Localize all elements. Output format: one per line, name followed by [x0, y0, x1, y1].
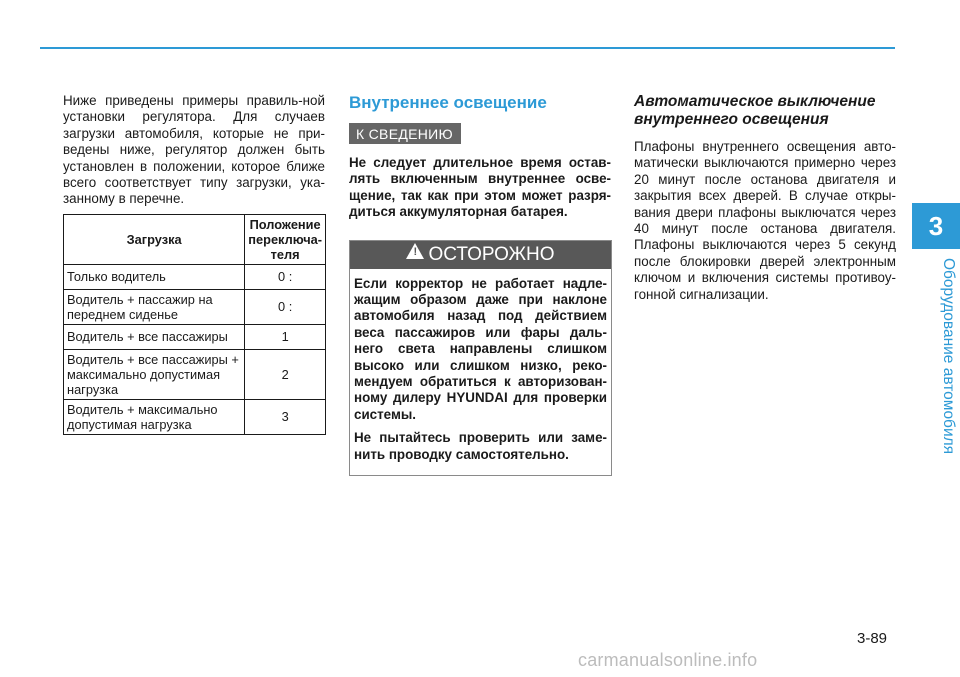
table-cell-load: Водитель + максимально допустимая нагрузка — [64, 399, 245, 434]
table-row — [64, 349, 326, 399]
table-header-position: Положение переключа-теля — [245, 214, 326, 264]
table-cell-load: Водитель + все пассажиры — [64, 324, 245, 349]
warning-header — [350, 241, 611, 269]
table-cell-position: 2 — [245, 349, 326, 399]
table-row — [64, 324, 326, 349]
section-heading-auto-off: Автоматическое выключение внутреннего освещения — [634, 93, 876, 128]
left-column — [63, 93, 325, 435]
note-text: Не следует длительное время остав-лять включенным внутреннее осве-щение, так как при этом может разря-диться аккумуляторная батарея. — [349, 155, 611, 220]
right-column — [634, 93, 896, 303]
table-cell-position: 1 — [245, 324, 326, 349]
intro-paragraph: Ниже приведены примеры правиль-ной установки регулятора. Для случаев загрузки автомобиля, которые не при-ведены ниже, регулятор должен быть установлен в положении, которое ближе всего соответствует типу загрузки, ука-занному в перечне. — [63, 93, 325, 207]
header-rule — [40, 47, 895, 49]
table-row — [64, 289, 326, 324]
warning-triangle-icon: ! — [406, 243, 424, 259]
chapter-number-tab: 3 — [912, 203, 960, 249]
table-cell-position: 0 : — [245, 289, 326, 324]
note-badge: К СВЕДЕНИЮ — [349, 123, 461, 144]
table-cell-load: Водитель + все пассажиры + максимально допустимая нагрузка — [64, 349, 245, 399]
table-cell-load: Водитель + пассажир на переднем сиденье — [64, 289, 245, 324]
auto-off-paragraph: Плафоны внутреннего освещения авто-матически выключаются примерно через 20 минут после останова двигателя и закрытия всех дверей. В случае откры-вания двери плафоны выключатся через 40 минут после останова двигателя. Плафоны выключаются через 5 секунд после блокировки дверей электронным ключом и включения системы противоу-гонной сигнализации. — [634, 139, 896, 302]
warning-paragraph: Не пытайтесь проверить или заме-нить проводку самостоятельно. — [354, 430, 607, 462]
chapter-title: Оборудование автомобиля — [940, 258, 957, 455]
table-cell-position: 0 : — [245, 264, 326, 289]
table-header-row — [64, 214, 326, 264]
warning-title: ОСТОРОЖНО — [428, 243, 555, 265]
watermark: carmanualsonline.info — [578, 650, 758, 670]
warning-box — [349, 240, 612, 476]
table-header-load: Загрузка — [64, 214, 245, 264]
table-row — [64, 399, 326, 434]
load-position-table — [63, 214, 326, 435]
section-heading-interior-lighting: Внутреннее освещение — [349, 93, 547, 112]
middle-column — [349, 93, 611, 476]
warning-body — [350, 269, 611, 475]
table-cell-load: Только водитель — [64, 264, 245, 289]
table-row — [64, 264, 326, 289]
page-number: 3-89 — [857, 630, 888, 647]
warning-paragraph: Если корректор не работает надле-жащим образом даже при наклоне автомобиля назад под действием веса пассажиров или фары даль-него света направлены слишком высоко или слишком низко, реко-мендуем обратиться к авторизован-ному дилеру HYUNDAI для проверки системы. — [354, 275, 607, 422]
table-cell-position: 3 — [245, 399, 326, 434]
